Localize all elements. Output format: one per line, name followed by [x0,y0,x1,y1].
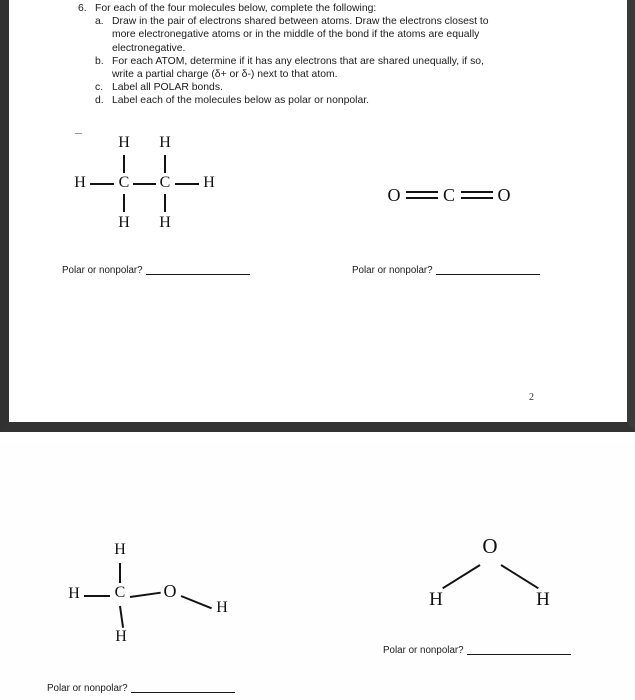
ethane-bond-h-left-c-left [90,183,114,185]
molecule-water [425,528,565,633]
co2-atom-o-left: O [387,185,401,205]
co2-atom-o-right: O [497,185,511,205]
co2-bond-left-lower [406,197,438,199]
water-atom-h-right: H [536,589,550,610]
methanol-bond-c-h-bottom [119,606,124,628]
water-atom-o-top: O [482,534,498,558]
subitem-a-cont-1: more electronegative atoms or in the middle of the bond if the atoms are equally [112,29,480,41]
subitem-c-text: Label all POLAR bonds. [112,82,223,94]
answer-blank-water[interactable] [467,644,571,655]
question-block [78,2,558,108]
ethane-bond-c-right-h-right [175,183,199,185]
methanol-bond-c-o [130,592,161,598]
methanol-atom-h-left: H [68,585,80,602]
answer-blank-ethane[interactable] [146,264,250,275]
co2-bond-right-upper [461,191,493,193]
question-stem-text: For each of the four molecules below, complete the following: [95,3,377,14]
scan-speck [75,133,82,134]
subitem-d-letter: d. [95,95,104,107]
subitem-a-text: Draw in the pair of electrons shared between atoms. Draw the electrons closest to [112,16,489,28]
ethane-atom-h-left: H [74,174,86,191]
methanol-atom-h-top: H [114,541,126,558]
subitem-b-letter: b. [95,55,104,67]
question-number: 6. [78,3,87,14]
ethane-bond-c-c [133,183,156,185]
answer-prompt-co2[interactable] [352,264,540,276]
ethane-atom-h-top-right: H [159,134,171,151]
answer-prompt-water[interactable] [383,644,571,656]
ethane-bond-c-left-h-bottom [123,194,125,212]
ethane-atom-h-bottom-right: H [159,214,171,231]
methanol-bond-o-h [181,595,212,609]
subitem-b-text: For each ATOM, determine if it has any electrons that are shared unequally, if so, [112,55,484,67]
answer-blank-co2[interactable] [436,264,540,275]
subitem-b-row [95,55,558,68]
subitem-c-row [95,81,558,94]
co2-bond-right-lower [461,197,493,199]
answer-blank-methanol[interactable] [131,682,235,693]
subitem-a-row [95,15,558,28]
question-stem-row [78,2,558,15]
methanol-atom-h-hydroxyl: H [216,599,228,616]
molecule-methanol [65,542,250,657]
question-subitems [95,15,558,107]
ethane-bond-c-right-h-top [164,155,166,173]
subitem-b-cont-1: write a partial charge (δ+ or δ-) next to that atom. [112,69,338,81]
molecule-carbon-dioxide [386,182,516,214]
page-number-top: 2 [529,392,534,403]
methanol-bond-h-left-c [84,595,110,597]
co2-bond-left-upper [406,191,438,193]
water-atom-h-left: H [429,589,443,610]
methanol-atom-h-bottom: H [115,628,127,645]
ethane-atom-h-bottom-left: H [118,214,130,231]
subitem-c-letter: c. [95,82,104,94]
co2-atom-c-center: C [442,185,455,205]
ethane-atom-c-right: C [159,174,171,191]
ethane-atom-h-top-left: H [118,134,130,151]
ethane-bond-c-right-h-bottom [164,194,166,212]
molecule-ethane [70,135,230,235]
subitem-a-cont-2: electronegative. [112,42,186,54]
answer-prompt-ethane[interactable] [62,264,250,276]
answer-prompt-water-label: Polar or nonpolar? [383,645,464,656]
ethane-atom-c-left: C [118,174,130,191]
subitem-d-text: Label each of the molecules below as polar or nonpolar. [112,95,370,107]
answer-prompt-methanol[interactable] [47,682,235,694]
answer-prompt-ethane-label: Polar or nonpolar? [62,265,143,276]
methanol-atom-c-center: C [114,584,126,601]
answer-prompt-methanol-label: Polar or nonpolar? [47,683,128,694]
methanol-atom-o-right: O [163,581,177,601]
water-bond-o-h-left [442,564,480,589]
ethane-bond-c-left-h-top [123,155,125,173]
ethane-atom-h-right: H [203,174,215,191]
subitem-a-letter: a. [95,16,104,28]
methanol-bond-c-h-top [119,563,121,583]
answer-prompt-co2-label: Polar or nonpolar? [352,265,433,276]
water-bond-o-h-right [500,564,538,589]
subitem-d-row [95,94,558,107]
